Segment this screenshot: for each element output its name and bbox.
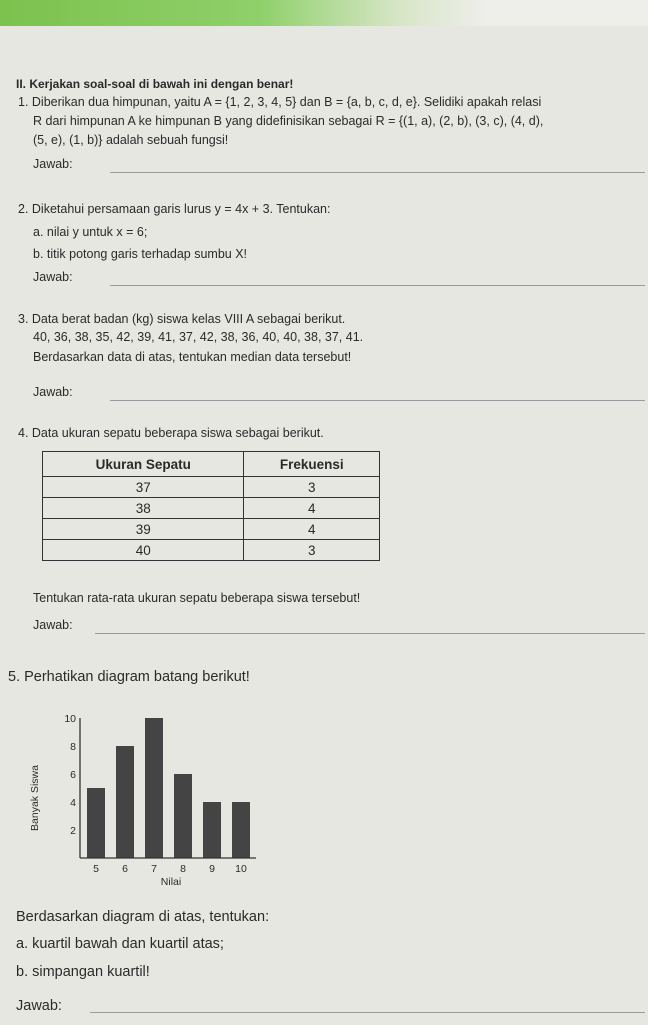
table-cell: 4 [244,519,380,540]
table-row [43,540,380,561]
bar-5 [87,788,105,858]
section-heading: II. Kerjakan soal-soal di bawah ini dengan benar! [16,77,294,91]
q4-question: Tentukan rata-rata ukuran sepatu beberapa siswa tersebut! [33,591,361,605]
q2-item-a: a. nilai y untuk x = 6; [33,225,148,239]
y-tick-label: 10 [64,713,76,725]
answer-line [110,285,645,286]
x-tick-label: 10 [235,863,247,875]
x-tick-label: 7 [151,863,157,875]
q4-answer-label: Jawab: [33,618,73,632]
q3-line3: Berdasarkan data di atas, tentukan median data tersebut! [33,350,352,364]
table-header: Frekuensi [244,452,380,477]
table-header-row [43,452,380,477]
table-cell: 4 [244,498,380,519]
answer-line [90,1012,645,1013]
q3-answer-label: Jawab: [33,385,73,399]
q3-line1: 3. Data berat badan (kg) siswa kelas VIII A sebagai berikut. [18,312,346,326]
answer-line [95,633,645,634]
q5-item-a: a. kuartil bawah dan kuartil atas; [16,936,224,952]
y-tick-label: 4 [70,797,76,809]
q4-line1: 4. Data ukuran sepatu beberapa siswa sebagai berikut. [18,426,324,440]
bar-9 [203,802,221,858]
q5-item-b: b. simpangan kuartil! [16,964,150,980]
q2-line1: 2. Diketahui persamaan garis lurus y = 4x + 3. Tentukan: [18,202,331,216]
top-color-band [0,0,648,26]
x-tick-label: 5 [93,863,99,875]
table-cell: 40 [43,540,244,561]
q1-line1: 1. Diberikan dua himpunan, yaitu A = {1, 2, 3, 4, 5} dan B = {a, b, c, d, e}. Selidiki apakah relasi [18,95,542,109]
bar-chart [18,700,258,885]
q2-answer-label: Jawab: [33,270,73,284]
bar-6 [116,746,134,858]
y-axis-label: Banyak Siswa [29,765,41,831]
bar-8 [174,774,192,858]
q5-line2: Berdasarkan diagram di atas, tentukan: [16,909,270,925]
table-cell: 3 [244,477,380,498]
answer-line [110,400,645,401]
q1-answer-label: Jawab: [33,157,73,171]
table-row [43,477,380,498]
y-tick-label: 6 [70,769,76,781]
y-tick-label: 2 [70,825,76,837]
table-row [43,498,380,519]
bar-7 [145,718,163,858]
table-cell: 37 [43,477,244,498]
x-tick-label: 6 [122,863,128,875]
x-tick-label: 9 [209,863,215,875]
y-tick-label: 8 [70,741,76,753]
x-tick-label: 8 [180,863,186,875]
q5-line1: 5. Perhatikan diagram batang berikut! [8,669,250,685]
table-row [43,519,380,540]
table-cell: 38 [43,498,244,519]
q1-line2: R dari himpunan A ke himpunan B yang didefinisikan sebagai R = {(1, a), (2, b), (3, c), (4, d), [33,114,544,128]
bar-10 [232,802,250,858]
x-axis-label: Nilai [160,876,182,885]
answer-line [110,172,645,173]
table-cell: 39 [43,519,244,540]
table-cell: 3 [244,540,380,561]
q3-data: 40, 36, 38, 35, 42, 39, 41, 37, 42, 38, 36, 40, 40, 38, 37, 41. [33,330,364,344]
shoe-size-table [42,451,380,561]
table-header: Ukuran Sepatu [43,452,244,477]
q5-answer-label: Jawab: [16,998,62,1014]
q2-item-b: b. titik potong garis terhadap sumbu X! [33,247,248,261]
q1-line3: (5, e), (1, b)} adalah sebuah fungsi! [33,133,229,147]
